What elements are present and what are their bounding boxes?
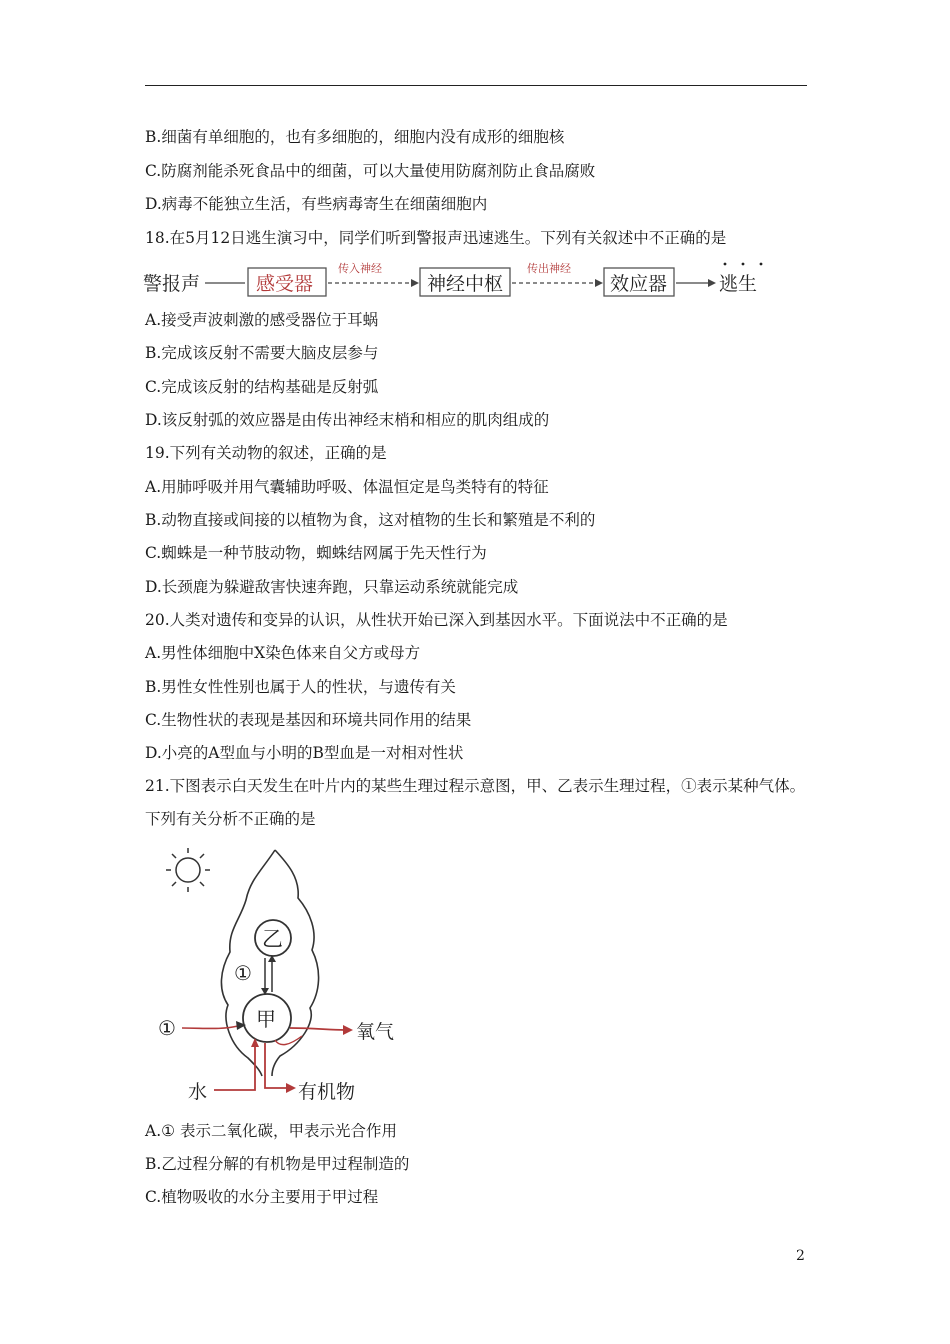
reflex-center: 神经中枢 bbox=[427, 273, 504, 295]
arrow-head bbox=[411, 279, 419, 287]
organic-label: 有机物 bbox=[298, 1081, 356, 1103]
reflex-effector: 效应器 bbox=[610, 273, 668, 295]
reflex-efferent: 传出神经 bbox=[527, 262, 571, 275]
question-21: 21.下图表示白天发生在叶片内的某些生理过程示意图，甲、乙表示生理过程，①表示某种气体。下列有关分析不正确的是 bbox=[145, 777, 806, 828]
arrow-head bbox=[343, 1025, 353, 1035]
emphasis-dot bbox=[760, 263, 763, 266]
option-17d: D.病毒不能独立生活，有些病毒寄生在细菌细胞内 bbox=[145, 195, 488, 213]
option-20c: C.生物性状的表现是基因和环境共同作用的结果 bbox=[145, 711, 472, 729]
sun-icon bbox=[166, 848, 210, 892]
process-yi: 乙 bbox=[262, 927, 283, 951]
option-18c: C.完成该反射的结构基础是反射弧 bbox=[145, 378, 379, 396]
option-19d: D.长颈鹿为躲避敌害快速奔跑，只靠运动系统就能完成 bbox=[145, 578, 519, 596]
option-17b: B.细菌有单细胞的，也有多细胞的，细胞内没有成形的细胞核 bbox=[145, 128, 565, 146]
reflex-end: 逃生 bbox=[719, 273, 758, 295]
reflex-afferent: 传入神经 bbox=[338, 262, 382, 275]
arrow-line bbox=[290, 1028, 345, 1030]
question-20: 20.人类对遗传和变异的认识，从性状开始已深入到基因水平。下面说法中不正确的是 bbox=[145, 611, 728, 629]
arrow-head bbox=[708, 279, 716, 287]
process-jia: 甲 bbox=[256, 1007, 276, 1031]
option-18d: D.该反射弧的效应器是由传出神经末梢和相应的肌肉组成的 bbox=[145, 411, 550, 429]
leaf-diagram bbox=[150, 840, 410, 1110]
option-19c: C.蜘蛛是一种节肢动物，蜘蛛结网属于先天性行为 bbox=[145, 544, 487, 562]
reflex-receptor: 感受器 bbox=[256, 273, 314, 295]
arrow-head bbox=[595, 279, 603, 287]
arrow-line bbox=[214, 1045, 255, 1090]
option-19a: A.用肺呼吸并用气囊辅助呼吸、体温恒定是鸟类特有的特征 bbox=[145, 478, 549, 496]
option-20d: D.小亮的A型血与小明的B型血是一对相对性状 bbox=[145, 744, 464, 762]
option-20a: A.男性体细胞中X染色体来自父方或母方 bbox=[145, 644, 421, 662]
reflex-arc-diagram bbox=[143, 262, 783, 302]
water-label: 水 bbox=[188, 1081, 208, 1103]
oxygen-label: 氧气 bbox=[356, 1021, 395, 1043]
page-number: 2 bbox=[796, 1248, 805, 1264]
option-17c: C.防腐剂能杀死食品中的细菌，可以大量使用防腐剂防止食品腐败 bbox=[145, 162, 596, 180]
option-19b: B.动物直接或间接的以植物为食，这对植物的生长和繁殖是不利的 bbox=[145, 511, 596, 529]
option-21a: A.① 表示二氧化碳，甲表示光合作用 bbox=[145, 1122, 397, 1140]
emphasis-dot bbox=[742, 263, 745, 266]
arrow-line bbox=[265, 1043, 288, 1088]
gas-label-outer: ① bbox=[158, 1016, 176, 1040]
reflex-start: 警报声 bbox=[143, 273, 201, 295]
option-18b: B.完成该反射不需要大脑皮层参与 bbox=[145, 344, 379, 362]
option-21c: C.植物吸收的水分主要用于甲过程 bbox=[145, 1188, 379, 1206]
option-18a: A.接受声波刺激的感受器位于耳蜗 bbox=[145, 311, 379, 329]
arrow-line bbox=[182, 1026, 238, 1029]
gas-label-inner: ① bbox=[234, 961, 252, 985]
question-19: 19.下列有关动物的叙述，正确的是 bbox=[145, 444, 387, 462]
emphasis-dot bbox=[724, 263, 727, 266]
option-20b: B.男性女性性别也属于人的性状，与遗传有关 bbox=[145, 678, 456, 696]
arrow-head bbox=[286, 1083, 296, 1093]
header-rule bbox=[145, 85, 807, 86]
question-18: 18.在5月12日逃生演习中，同学们听到警报声迅速逃生。下列有关叙述中不正确的是 bbox=[145, 229, 727, 247]
option-21b: B.乙过程分解的有机物是甲过程制造的 bbox=[145, 1155, 410, 1173]
